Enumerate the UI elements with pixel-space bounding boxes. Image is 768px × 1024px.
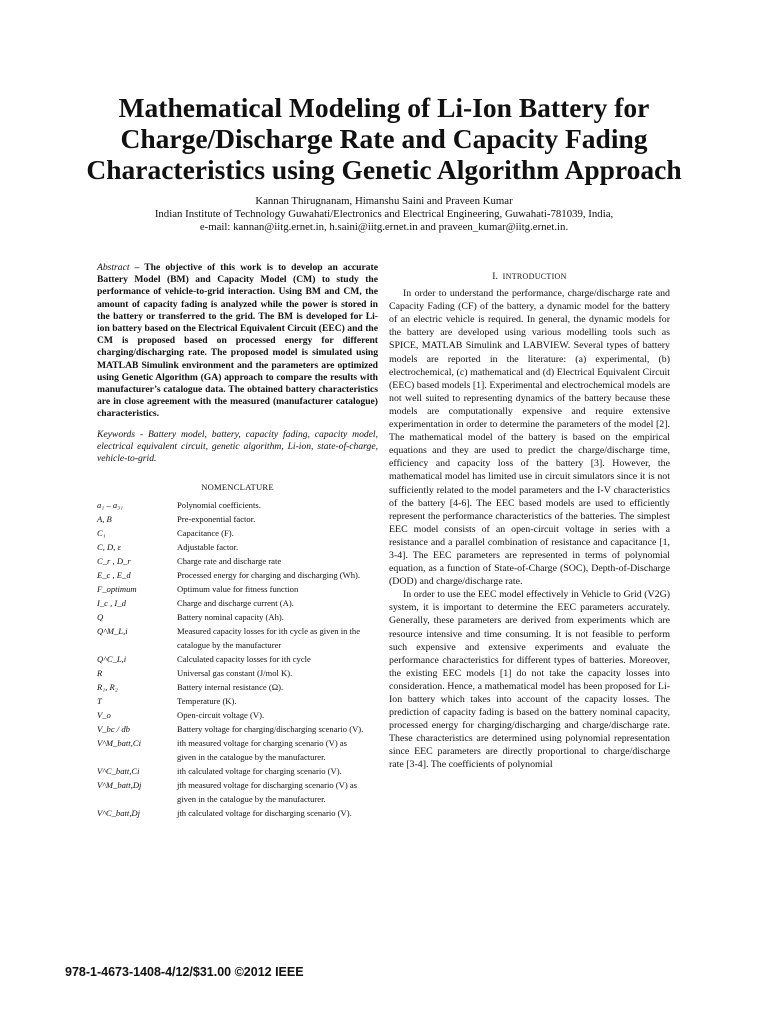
nomenclature-definition: Adjustable factor. — [177, 542, 239, 553]
nomenclature-symbol: V^M_batt,Dj — [97, 780, 142, 791]
nomenclature-definition: Charge and discharge current (A). — [177, 598, 294, 609]
nomenclature-symbol: V_bc / db — [97, 724, 130, 735]
nomenclature-row — [97, 695, 378, 709]
nomenclature-symbol: Q^M_L,i — [97, 626, 128, 637]
nomenclature-row — [97, 681, 378, 695]
author-names: Kannan Thirugnanam, Himanshu Saini and Praveen Kumar — [255, 195, 513, 207]
nomenclature-definition: Charge rate and discharge rate — [177, 556, 282, 567]
nomenclature-symbol: E_c , E_d — [97, 570, 131, 581]
nomenclature-symbol: C_r , D_r — [97, 556, 131, 567]
nomenclature-definition: Optimum value for fitness function — [177, 584, 299, 595]
nomenclature-row — [97, 765, 378, 779]
author-block — [40, 195, 728, 234]
nomenclature-symbol: V^M_batt,Ci — [97, 738, 141, 749]
nomenclature-symbol: V^C_batt,Dj — [97, 808, 141, 819]
nomenclature-row — [97, 667, 378, 681]
nomenclature-definition: ith calculated voltage for charging scenario (V). — [177, 766, 342, 777]
author-email: e-mail: kannan@iitg.ernet.in, h.saini@iitg.ernet.in and praveen_kumar@iitg.ernet.in. — [199, 221, 569, 233]
nomenclature-list — [97, 499, 378, 821]
nomenclature-definition: Pre-exponential factor. — [177, 514, 256, 525]
nomenclature-row — [97, 527, 378, 541]
copyright-footer: 978-1-4673-1408-4/12/$31.00 ©2012 IEEE — [65, 965, 304, 979]
nomenclature-row — [97, 541, 378, 555]
nomenclature-row — [97, 751, 378, 765]
abstract — [97, 262, 378, 421]
nomenclature-symbol: R₁, R₂ — [97, 682, 118, 693]
nomenclature-row — [97, 597, 378, 611]
nomenclature-definition: Capacitance (F). — [177, 528, 234, 539]
abstract-lead: Abstract — [97, 262, 130, 273]
nomenclature-definition: given in the catalogue by the manufacturer. — [177, 794, 326, 805]
nomenclature-definition: Polynomial coefficients. — [177, 500, 261, 511]
nomenclature-symbol: a₁ – a₃₁ — [97, 500, 124, 511]
intro-paragraph-1: In order to understand the performance, charge/discharge rate and Capacity Fading (CF) of the battery, a dynamic model for the battery of an electric vehicle is required. In general, the dynamic models for the battery are developed using various modelling tools such as SPICE, MATLAB Simulink and LABVIEW. Several types of battery models are reported in the literature: (a) experimental, (b) electrochemical, (c) mathematical and (d) Electrical Equivalent Circuit (EEC) based models [1]. Experimental and electrochemical models are not well suited to representing dynamics of the battery because these models are computationally expensive and require extensive experimentation in order to determine the parameters of the model [2]. The mathematical model of the battery is based on the empirical equations and they are used to predict the charge/discharge time, efficiency and capacity loss of the battery [3]. However, the mathematical model has limited use in circuit simulators since it is not sufficiently related to the model parameters and the I-V characteristics of the battery [4-6]. The EEC based models are used to efficiently represent the performance characteristics of the batteries. The simplest EEC model consists of an open-circuit voltage in series with a resistance and a parallel combination of resistance and capacitance [1, 3-4]. The EEC parameters are represented in terms of polynomial equation, as a function of State-of-Charge (SOC), Depth-of-Discharge (DOD) and charge/discharge rate. — [389, 288, 670, 588]
nomenclature-symbol: V^C_batt,Ci — [97, 766, 140, 777]
nomenclature-definition: Universal gas constant (J/mol K). — [177, 668, 293, 679]
nomenclature-symbol: A, B — [97, 514, 112, 525]
nomenclature-symbol: R — [97, 668, 103, 679]
nomenclature-definition: Processed energy for charging and discharging (Wh). — [177, 570, 361, 581]
nomenclature-definition: Battery nominal capacity (Ah). — [177, 612, 284, 623]
nomenclature-definition: Measured capacity losses for ith cycle as given in the — [177, 626, 361, 637]
nomenclature-row — [97, 499, 378, 513]
nomenclature-row — [97, 611, 378, 625]
nomenclature-row — [97, 653, 378, 667]
nomenclature-row — [97, 793, 378, 807]
nomenclature-symbol: Q — [97, 612, 104, 623]
nomenclature-definition: Battery internal resistance (Ω). — [177, 682, 284, 693]
nomenclature-row — [97, 723, 378, 737]
nomenclature-row — [97, 513, 378, 527]
section-heading — [389, 270, 670, 283]
nomenclature-row — [97, 555, 378, 569]
abstract-text: – The objective of this work is to develop an accurate Battery Model (BM) and Capacity Model (CM) to study the performance of vehicle-to-grid interaction. Using BM and CM, the amount of capacity fading is analyzed while the power is stored in the battery or transferred to the grid. The BM is developed for Li-ion battery based on the Electrical Equivalent Circuit (EEC) and the CM is proposed based on processed energy for different charging/discharging rate. The proposed model is simulated using MATLAB Simulink environment and the parameters are optimized using Genetic Algorithm (GA) approach to compare the results with manufacturer’s catalogue data. The obtained battery characteristics are in close agreement with the measured (manufacturer catalogue) characteristics. — [97, 262, 378, 420]
section-number: I. — [492, 271, 498, 282]
nomenclature-definition: Calculated capacity losses for ith cycle — [177, 654, 311, 665]
keywords: Keywords - Battery model, battery, capacity fading, capacity model, electrical equivalent circuit, genetic algorithm, Li-ion, state-of-charge, vehicle-to-grid. — [97, 428, 378, 465]
nomenclature-row — [97, 569, 378, 583]
author-affiliation: Indian Institute of Technology Guwahati/Electronics and Electrical Engineering, Guwahati-781039, India, — [154, 208, 614, 220]
left-column — [97, 262, 378, 821]
nomenclature-symbol: T — [97, 696, 102, 707]
nomenclature-row — [97, 709, 378, 723]
nomenclature-definition: jth measured voltage for discharging scenario (V) as — [177, 780, 358, 791]
nomenclature-definition: Battery voltage for charging/discharging scenario (V). — [177, 724, 364, 735]
section-title: INTRODUCTION — [502, 272, 567, 281]
nomenclature-row — [97, 807, 378, 821]
nomenclature-symbol: F_optimum — [97, 584, 137, 595]
nomenclature-definition: Temperature (K). — [177, 696, 237, 707]
nomenclature-row — [97, 583, 378, 597]
nomenclature-title: NOMENCLATURE — [201, 482, 274, 493]
paper-title: Mathematical Modeling of Li-Ion Battery for Charge/Discharge Rate and Capacity Fading Characteristics using Genetic Algorithm Approach — [86, 92, 682, 185]
nomenclature-definition: ith measured voltage for charging scenario (V) as — [177, 738, 347, 749]
nomenclature-row — [97, 639, 378, 653]
nomenclature-symbol: V_o — [97, 710, 111, 721]
nomenclature-row — [97, 625, 378, 639]
nomenclature-definition: given in the catalogue by the manufacturer. — [177, 752, 326, 763]
nomenclature-symbol: C, D, ε — [97, 542, 121, 553]
nomenclature-symbol: C₁ — [97, 528, 106, 539]
nomenclature-row — [97, 737, 378, 751]
right-column — [389, 270, 670, 772]
nomenclature-symbol: I_c , I_d — [97, 598, 126, 609]
nomenclature-row — [97, 779, 378, 793]
nomenclature-definition: jth calculated voltage for discharging scenario (V). — [177, 808, 352, 819]
intro-paragraph-2: In order to use the EEC model effectively in Vehicle to Grid (V2G) system, it is important to determine the EEC parameters accurately. Generally, these parameters are derived from experiments which are resource intensive and time consuming. It is not feasible to perform such expensive and extensive experiments and evaluate the performance characteristics for different types of batteries. Moreover, the existing EEC models [1] do not take the capacity losses into consideration. Hence, a mathematical model has been proposed for Li-Ion battery which takes into account of the capacity losses. The prediction of capacity fading is based on the battery nominal capacity, processed energy for charging/discharging and charge/discharge rate. These characteristics are determined using polynomial representation since EEC parameters are directly proportional to charge/discharge rate [3-4]. The coefficients of polynomial — [389, 589, 670, 771]
nomenclature-definition: Open-circuit voltage (V). — [177, 710, 265, 721]
nomenclature-symbol: Q^C_L,i — [97, 654, 127, 665]
nomenclature-definition: catalogue by the manufacturer — [177, 640, 282, 651]
